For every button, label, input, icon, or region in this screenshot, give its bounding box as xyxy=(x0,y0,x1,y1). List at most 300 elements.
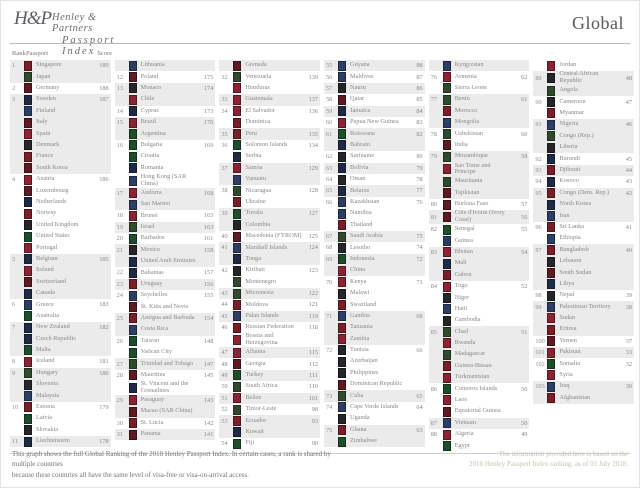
rank-number: 56 xyxy=(326,73,333,81)
rank-number: 15 xyxy=(116,119,123,127)
country-name: Germany xyxy=(36,84,60,92)
ranking-row xyxy=(324,106,425,117)
passport-score: 61 xyxy=(521,96,528,104)
passport-score: 44 xyxy=(625,166,633,174)
rank-number: 23 xyxy=(116,280,123,288)
ranking-row xyxy=(219,197,320,208)
country-name: Barbados xyxy=(140,234,165,242)
flag-icon xyxy=(547,154,555,164)
rank-number: 5 xyxy=(12,255,16,263)
ranking-row xyxy=(429,349,530,360)
rank-number: 80 xyxy=(430,201,437,209)
flag-icon xyxy=(24,368,32,378)
rank-group xyxy=(324,185,425,196)
rank-number: 88 xyxy=(430,431,437,439)
flag-icon xyxy=(24,209,32,219)
passport-score: 174 xyxy=(203,84,214,92)
page-title: Global xyxy=(572,13,624,33)
passport-score: 110 xyxy=(308,383,319,391)
flag-icon xyxy=(233,382,241,392)
country-name: South Korea xyxy=(36,163,68,171)
rank-group xyxy=(219,299,320,310)
country-name: Brazil xyxy=(140,118,157,126)
rank-group xyxy=(324,425,425,448)
passport-score: 115 xyxy=(308,349,319,357)
flag-icon xyxy=(233,370,241,380)
flag-icon xyxy=(547,257,555,267)
ranking-row xyxy=(10,322,111,333)
ranking-row xyxy=(115,151,216,162)
country-name: Mauritius xyxy=(140,371,166,379)
ranking-row xyxy=(429,235,530,246)
rank-group xyxy=(219,322,320,347)
rank-group xyxy=(429,247,530,281)
ranking-column xyxy=(10,60,111,447)
rank-number: 40 xyxy=(221,233,228,241)
flag-icon xyxy=(24,266,32,276)
country-name: Morocco xyxy=(454,106,478,114)
ranking-row xyxy=(10,402,111,413)
ranking-row xyxy=(429,269,530,280)
rank-number: 53 xyxy=(221,417,228,425)
flag-icon xyxy=(338,289,346,299)
passport-score: 65 xyxy=(416,392,423,400)
ranking-row xyxy=(10,425,111,436)
flag-icon xyxy=(443,327,451,337)
flag-icon xyxy=(24,175,32,185)
country-name: Colombia xyxy=(245,220,271,228)
ranking-row xyxy=(324,322,425,333)
country-name: Ecuador xyxy=(245,416,267,424)
country-name: Belarus xyxy=(350,186,370,194)
ranking-row xyxy=(219,358,320,369)
country-name: Honduras xyxy=(245,84,270,92)
rank-group xyxy=(429,383,530,417)
passport-score: 37 xyxy=(625,337,633,345)
country-name: Eritrea xyxy=(559,325,577,333)
ranking-row xyxy=(219,140,320,151)
passport-score: 180 xyxy=(99,369,109,377)
flag-icon xyxy=(233,129,241,139)
rank-number: 32 xyxy=(221,73,228,81)
ranking-row xyxy=(429,338,530,349)
country-name: Angola xyxy=(559,86,578,94)
ranking-row xyxy=(533,336,634,347)
flag-icon xyxy=(129,176,137,186)
rank-number: 46 xyxy=(221,324,228,332)
country-name: Iraq xyxy=(559,382,570,390)
flag-icon xyxy=(443,282,451,292)
footer-source-line2: 2018 Henley Passport Index ranking, as of 03 July 2018. xyxy=(469,460,628,468)
passport-score: 93 xyxy=(311,417,319,425)
country-name: Vietnam xyxy=(454,418,476,426)
passport-column-header: Passport xyxy=(26,50,49,57)
country-name: Albania xyxy=(245,348,266,356)
country-name: Suriname xyxy=(350,152,375,160)
country-name: Congo (Dem. Rep.) xyxy=(559,188,610,196)
flag-icon xyxy=(233,405,241,415)
passport-score: 129 xyxy=(308,164,319,172)
passport-score: 66 xyxy=(416,346,423,354)
flag-icon xyxy=(443,316,451,326)
ranking-row xyxy=(115,418,216,429)
country-name: Kosovo xyxy=(559,177,579,185)
passport-score: 124 xyxy=(308,244,319,252)
ranking-row xyxy=(429,406,530,417)
flag-icon xyxy=(129,313,137,323)
country-name: Montenegro xyxy=(245,277,277,285)
passport-score: 87 xyxy=(416,73,423,81)
ranking-row xyxy=(324,83,425,94)
ranking-row xyxy=(115,279,216,290)
rank-number: 57 xyxy=(326,84,333,92)
flag-icon xyxy=(338,368,346,378)
flag-icon xyxy=(24,140,32,150)
country-name: Singapore xyxy=(36,61,62,69)
rank-number: 54 xyxy=(221,440,228,448)
ranking-row xyxy=(533,279,634,290)
flag-icon xyxy=(233,61,241,71)
flag-icon xyxy=(24,243,32,253)
ranking-row xyxy=(10,208,111,219)
ranking-column xyxy=(219,60,320,449)
flag-icon xyxy=(443,247,451,257)
rank-group xyxy=(429,281,530,327)
ranking-row xyxy=(10,71,111,82)
rank-number: 34 xyxy=(221,107,228,115)
flag-icon xyxy=(443,384,451,394)
country-name: Monaco xyxy=(140,84,162,92)
rank-number: 90 xyxy=(535,98,542,106)
passport-score: 134 xyxy=(308,141,319,149)
passport-score: 187 xyxy=(99,96,109,104)
ranking-row xyxy=(533,222,634,233)
rank-group xyxy=(533,96,634,119)
flag-icon xyxy=(24,289,32,299)
rank-group xyxy=(115,222,216,233)
passport-score: 118 xyxy=(308,324,319,332)
rank-number: 48 xyxy=(221,360,228,368)
ranking-row xyxy=(219,311,320,322)
flag-icon xyxy=(338,106,346,116)
country-name: Tanzania xyxy=(350,323,373,331)
rank-number: 96 xyxy=(535,223,542,231)
country-name: Sudan xyxy=(559,314,576,322)
ranking-row xyxy=(429,83,530,94)
country-name: Ghana xyxy=(350,425,367,433)
flag-icon xyxy=(129,72,137,82)
logo-company-name: Henley & Partners xyxy=(52,12,97,34)
rank-number: 82 xyxy=(430,226,437,234)
flag-icon xyxy=(547,222,555,232)
passport-score: 42 xyxy=(625,189,633,197)
flag-icon xyxy=(129,83,137,93)
passport-score: 39 xyxy=(625,292,633,300)
ranking-column xyxy=(115,60,216,440)
country-name: Antigua and Barbuda xyxy=(140,314,195,322)
rank-group xyxy=(429,418,530,429)
passport-score: 76 xyxy=(416,198,423,206)
rank-group xyxy=(533,119,634,153)
flag-icon xyxy=(443,293,451,303)
rank-group xyxy=(219,231,320,242)
rank-number: 10 xyxy=(12,403,19,411)
country-name: Bosnia and Herzegovina xyxy=(245,332,278,347)
country-name: Uzbekistan xyxy=(454,129,484,137)
ranking-row xyxy=(533,119,634,130)
passport-score: 101 xyxy=(308,394,319,402)
country-name: Luxembourg xyxy=(36,186,69,194)
country-name: St. Kitts and Nevis xyxy=(140,302,189,310)
flag-icon xyxy=(443,350,451,360)
flag-icon xyxy=(443,177,451,187)
country-name: Kiribati xyxy=(245,266,265,274)
country-name: Israel xyxy=(140,222,155,230)
flag-icon xyxy=(338,437,346,447)
passport-score: 161 xyxy=(203,235,214,243)
flag-icon xyxy=(24,357,32,367)
country-name: Qatar xyxy=(350,95,364,103)
ranking-row xyxy=(324,231,425,242)
ranking-row xyxy=(10,368,111,379)
flag-icon xyxy=(443,373,451,383)
country-name: Belgium xyxy=(36,254,58,262)
rank-group xyxy=(219,185,320,208)
ranking-row xyxy=(10,390,111,401)
ranking-row xyxy=(219,415,320,426)
ranking-row xyxy=(533,381,634,392)
flag-icon xyxy=(338,357,346,367)
ranking-row xyxy=(10,83,111,94)
country-name: Syria xyxy=(559,371,573,379)
ranking-row xyxy=(115,174,216,188)
flag-icon xyxy=(547,359,555,369)
flag-icon xyxy=(443,236,451,246)
ranking-row xyxy=(219,94,320,105)
country-name: Iceland xyxy=(36,357,55,365)
ranking-row xyxy=(115,395,216,406)
country-name: Uruguay xyxy=(140,279,163,287)
country-name: Canada xyxy=(36,289,55,297)
flag-icon xyxy=(129,418,137,428)
flag-icon xyxy=(547,313,555,323)
table-column-headers xyxy=(12,50,112,57)
ranking-row xyxy=(429,71,530,82)
ranking-row xyxy=(115,140,216,151)
flag-icon xyxy=(443,407,451,417)
passport-score: 170 xyxy=(203,119,214,127)
ranking-row xyxy=(10,128,111,139)
rank-number: 43 xyxy=(221,290,228,297)
ranking-row xyxy=(115,290,216,301)
country-name: Guinea xyxy=(454,236,473,244)
ranking-row xyxy=(10,163,111,174)
flag-icon xyxy=(24,72,32,82)
header-divider xyxy=(10,43,630,44)
rank-group xyxy=(324,94,425,105)
rank-number: 20 xyxy=(116,235,123,243)
country-name: Norway xyxy=(36,209,57,217)
rank-number: 6 xyxy=(12,301,16,309)
ranking-row xyxy=(324,288,425,299)
country-name: Burundi xyxy=(559,154,580,162)
passport-score: 80 xyxy=(416,153,423,161)
rank-number: 102 xyxy=(535,360,545,368)
rank-number: 28 xyxy=(116,371,123,379)
ranking-row xyxy=(115,336,216,347)
rank-group xyxy=(533,71,634,96)
flag-icon xyxy=(24,254,32,264)
flag-icon xyxy=(233,152,241,162)
ranking-row xyxy=(533,393,634,404)
rank-group xyxy=(10,322,111,356)
ranking-row xyxy=(219,163,320,174)
rank-number: 76 xyxy=(430,73,437,81)
country-name: Romania xyxy=(140,163,164,171)
rank-number: 65 xyxy=(326,187,333,195)
country-name: Jordan xyxy=(559,61,577,69)
passport-score: 46 xyxy=(625,121,633,129)
country-name: Guatemala xyxy=(245,95,273,103)
rank-number: 11 xyxy=(12,438,19,446)
country-name: Gambia xyxy=(350,311,370,319)
country-name: St. Lucia xyxy=(140,418,164,426)
flag-icon xyxy=(129,234,137,244)
rank-group xyxy=(219,71,320,94)
rank-number: 70 xyxy=(326,278,333,286)
rank-group xyxy=(219,404,320,415)
ranking-row xyxy=(324,163,425,174)
country-name: Azerbaijan xyxy=(350,357,378,365)
rank-group xyxy=(219,163,320,186)
ranking-table xyxy=(10,60,634,452)
ranking-row xyxy=(533,165,634,176)
ranking-row xyxy=(533,324,634,335)
rank-number: 67 xyxy=(326,233,333,241)
flag-icon xyxy=(233,393,241,403)
country-name: Botswana xyxy=(350,129,375,137)
passport-score: 189 xyxy=(99,62,109,70)
rank-group xyxy=(324,128,425,151)
rank-group xyxy=(533,153,634,164)
country-name: Maldives xyxy=(350,72,374,80)
rank-group xyxy=(324,163,425,174)
country-name: United States xyxy=(36,232,70,240)
rank-group xyxy=(324,106,425,117)
flag-icon xyxy=(24,311,32,321)
country-name: Armenia xyxy=(454,72,477,80)
ranking-row xyxy=(324,197,425,208)
flag-icon xyxy=(129,383,137,393)
ranking-row xyxy=(324,413,425,424)
country-name: Croatia xyxy=(140,152,160,160)
flag-icon xyxy=(129,152,137,162)
ranking-row xyxy=(115,199,216,210)
rank-number: 93 xyxy=(535,166,542,174)
ranking-row xyxy=(324,71,425,82)
passport-score: 60 xyxy=(521,130,528,138)
rank-group xyxy=(115,60,216,71)
rank-number: 1 xyxy=(12,62,16,70)
country-name: Macedonia (FYROM) xyxy=(245,232,302,240)
rank-group xyxy=(10,356,111,367)
passport-score: 57 xyxy=(521,201,528,209)
country-name: Australia xyxy=(36,311,60,319)
ranking-row xyxy=(429,224,530,235)
ranking-row xyxy=(429,210,530,224)
flag-icon xyxy=(443,338,451,348)
rank-number: 42 xyxy=(221,267,228,275)
ranking-row xyxy=(115,106,216,117)
flag-icon xyxy=(233,232,241,242)
flag-icon xyxy=(233,416,241,426)
country-name: San Marino xyxy=(140,200,171,208)
country-name: South Africa xyxy=(245,382,278,390)
country-name: Bulgaria xyxy=(140,141,163,149)
passport-score: 119 xyxy=(308,312,319,320)
ranking-row xyxy=(219,288,320,299)
rank-number: 18 xyxy=(116,212,123,220)
country-name: Dominican Republic xyxy=(350,380,403,388)
flag-icon xyxy=(547,234,555,244)
flag-icon xyxy=(338,129,346,139)
footer-note-line2: because these countries all have the same level of visa-free or visa-on-arrival access. xyxy=(12,470,249,479)
flag-icon xyxy=(443,152,451,162)
rank-number: 81 xyxy=(430,213,437,221)
passport-score: 50 xyxy=(521,419,528,427)
flag-icon xyxy=(338,345,346,355)
passport-score: 41 xyxy=(625,223,633,231)
flag-icon xyxy=(547,86,555,96)
flag-icon xyxy=(24,277,32,287)
country-name: Iran xyxy=(559,211,570,219)
country-name: Austria xyxy=(36,175,55,183)
country-name: Grenada xyxy=(245,61,267,69)
ranking-row xyxy=(219,174,320,185)
flag-icon xyxy=(24,152,32,162)
flag-icon xyxy=(547,382,555,392)
rank-group xyxy=(219,358,320,369)
country-name: Malawi xyxy=(350,289,370,297)
rank-group xyxy=(324,276,425,310)
flag-icon xyxy=(233,277,241,287)
flag-icon xyxy=(129,106,137,116)
flag-icon xyxy=(443,164,451,174)
country-name: Tonga xyxy=(245,254,261,262)
rank-number: 103 xyxy=(535,383,545,391)
ranking-row xyxy=(324,140,425,151)
flag-icon xyxy=(547,291,555,301)
country-name: Thailand xyxy=(350,220,373,228)
country-name: Chile xyxy=(140,95,155,103)
country-name: Laos xyxy=(454,396,467,404)
flag-icon xyxy=(443,225,451,235)
flag-icon xyxy=(24,186,32,196)
passport-score: 122 xyxy=(308,290,319,297)
flag-icon xyxy=(24,61,32,71)
flag-icon xyxy=(233,348,241,358)
passport-score: 182 xyxy=(99,324,109,332)
country-name: New Zealand xyxy=(36,323,70,331)
flag-icon xyxy=(129,279,137,289)
rank-number: 55 xyxy=(326,62,333,70)
ranking-row xyxy=(115,429,216,440)
rank-group xyxy=(115,83,216,106)
rank-group xyxy=(115,267,216,278)
flag-icon xyxy=(233,439,241,449)
country-name: Pakistan xyxy=(559,348,581,356)
passport-score: 148 xyxy=(203,337,214,345)
